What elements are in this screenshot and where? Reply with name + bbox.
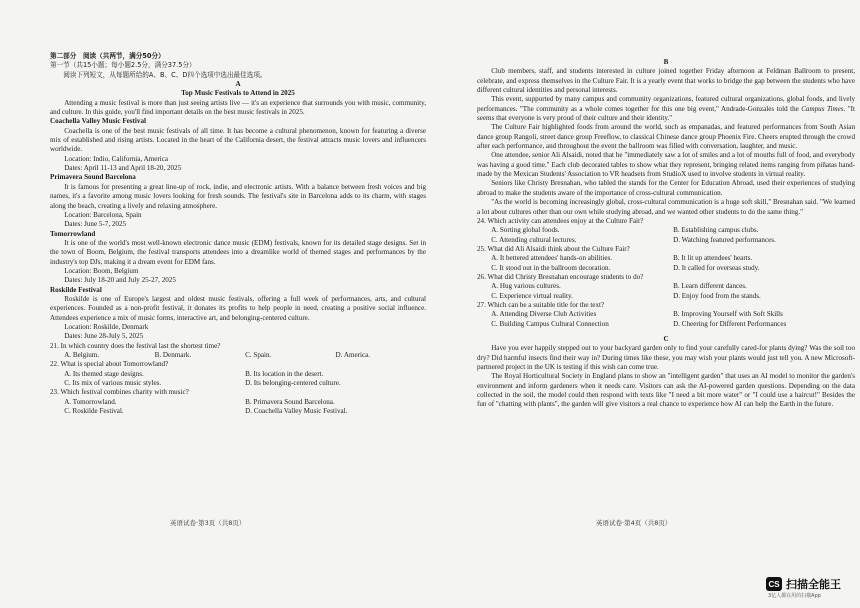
- festival-name: Roskilde Festival: [50, 285, 102, 294]
- option-d: D. Watching featured performances.: [673, 235, 776, 244]
- question-26-options-row-1: [477, 282, 855, 291]
- festival-dates: Dates: July 18-20 and July 25-27, 2025: [64, 276, 176, 285]
- festival-desc: It is one of the world's most well-known electronic dance music (EDM) festivals, known for its detailed stage designs. Set in the town of Boom, Belgium, the festival transports attendees into a dreamlike world of themed stages and performances by the industry's top DJs, making it a dream event for EDM fans.: [50, 238, 426, 266]
- option-b: B. Primavera Sound Barcelona.: [245, 397, 335, 406]
- question-25-options-row-2: [477, 264, 855, 273]
- option-c: C. Building Campus Cultural Connection: [491, 319, 609, 328]
- option-d: D. Cheering for Different Performances: [673, 319, 787, 328]
- camscanner-name: 扫描全能王: [786, 578, 841, 591]
- option-c: C. Roskilde Festival.: [64, 407, 124, 416]
- option-a: A. Its themed stage designs.: [64, 369, 144, 378]
- passage-a-intro: Attending a music festival is more than just seeing artists live — it's an experience that surrounds you with music, community, and culture. In this guide, you'll find important details on the best music festivals in 2025.: [50, 98, 426, 117]
- option-b: B. It lit up attendees' hearts.: [673, 254, 753, 263]
- passage-b-paragraph: "As the world is becoming increasingly global, cross-cultural communication is a huge soft skill," Bresnahan said. "We learned a lot about cultures other than our own while studying abroad, and we wanted other students to do the same thing.": [477, 198, 855, 216]
- question-24-options-row-2: [477, 236, 855, 245]
- option-d: D. Enjoy food from the stands.: [673, 291, 761, 300]
- section-header: 第二部分 阅读（共两节，满分50分）: [50, 52, 165, 60]
- option-b: B. Denmark.: [154, 351, 192, 359]
- question-21-options: [50, 351, 426, 360]
- option-c: C. It stood out in the ballroom decoration.: [491, 263, 611, 272]
- right-page-footer: 英语试卷·第4页（共8页）: [596, 519, 672, 527]
- festival-location: Location: Roskilde, Denmark: [64, 322, 149, 331]
- question-27-options-row-1: [477, 310, 855, 319]
- passage-b-paragraph: This event, supported by many campus and community organizations, featured cultural organizations, global foods, and lively performances. "The community as a whole comes together for this one big event," Andrade-Gonzales told the Campus Times. "It seems that everyone is very proud of their culture and their identity.": [477, 95, 856, 123]
- option-b: B. Establishing campus clubs.: [673, 226, 759, 235]
- question-23-options-row-2: [50, 407, 426, 416]
- passage-a-letter: A: [235, 80, 241, 89]
- subsection-header: 第一节（共15小题；每小题2.5分，满分37.5分）: [50, 61, 196, 70]
- passage-b-paragraph: One attendee, senior Ali Alsaidi, noted that he "immediately saw a lot of smiles and a lot of mouths full of food, and everybody was having a good time." Each club decorated tables to show what they represent, bringing related items ranging from piñatas hand-made by the Mexican Students' Association to VR headsets from StudioX used to involve students in virtual reality.: [477, 151, 855, 179]
- festival-location: Location: Indio, California, America: [64, 154, 168, 163]
- option-a: A. Sorting global foods.: [491, 226, 560, 235]
- camscanner-logo: [766, 576, 841, 592]
- option-d: D. It called for overseas study.: [673, 263, 760, 272]
- festival-desc: Roskilde is one of Europe's largest and oldest music festivals, offering a full week of performances, arts, and cultural experiences. Founded as a non-profit festival, it donates its profits to help people in need, creating a positive social influence. Attendees experience a mix of music forms, interactive art, and belonging-centered culture.: [50, 294, 426, 322]
- option-a: A. Belgium.: [64, 351, 100, 359]
- right-page-column: [477, 58, 855, 410]
- passage-b-paragraph: Club members, staff, and students interested in culture joined together Friday afternoon at Feldman Ballroom to present, celebrate, and express themselves in the Culture Fair. It is a yearly event that works to bridge the gap between the students who have different cultural identities and personal interests.: [477, 67, 855, 95]
- option-a: A. Attending Diverse Club Activities: [491, 310, 597, 319]
- question-24-options-row-1: [477, 226, 855, 235]
- question-22-stem: 22. What is special about Tomorrowland?: [50, 360, 169, 369]
- festival-dates: Dates: April 11-13 and April 18-20, 2025: [64, 164, 182, 173]
- festival-name: Tomorrowland: [50, 229, 96, 238]
- question-24-stem: 24. Which activity can attendees enjoy at the Culture Fair?: [477, 216, 644, 225]
- cs-badge-icon: CS: [766, 577, 782, 591]
- festival-dates: Dates: June 5-7, 2025: [64, 220, 127, 229]
- option-b: B. Its location in the desert.: [245, 369, 324, 378]
- festival-desc: Coachella is one of the best music festivals of all time. It has become a cultural phenomenon, known for featuring a diverse mix of established and rising artists. Located in the heart of the California desert, the festival attracts music lovers and influencers worldwide.: [50, 126, 426, 154]
- left-page-column: [50, 52, 426, 416]
- option-d: D. Coachella Valley Music Festival.: [245, 407, 348, 416]
- passage-a-title: Top Music Festivals to Attend in 2025: [181, 89, 295, 98]
- passage-c-letter: C: [663, 334, 669, 343]
- campus-times-title: Campus Times: [801, 104, 844, 113]
- option-a: A. It bettered attendees' hands-on abilities.: [491, 254, 613, 263]
- camscanner-tagline: 3亿人都在用的扫描App: [768, 593, 821, 599]
- option-a: A. Hug various cultures.: [491, 282, 561, 291]
- festival-location: Location: Boom, Belgium: [64, 266, 139, 275]
- passage-b-letter: B: [663, 58, 669, 66]
- question-22-options-row-2: [50, 379, 426, 388]
- question-27-stem: 27. Which can be a suitable title for the text?: [477, 300, 605, 309]
- festival-name: Primavera Sound Barcelona: [50, 173, 136, 182]
- passage-b-paragraph: The Culture Fair highlighted foods from around the world, such as empanadas, and featured performances from South Asian dance group Rangoli, street dance group Freeflow, to classical Chinese dance group Phoenix Fire. Cheers erupted through the crowd after each performance, and throughout the event the ballroom was filled with conversation, laughter, and music.: [477, 123, 855, 151]
- question-26-options-row-2: [477, 292, 855, 301]
- festival-desc: It is famous for presenting a great line-up of rock, indie, and electronic artists. With a balance between fresh voices and big names, it's a favorite among music lovers looking for fresh sounds. The festival's site in Barcelona adds to its charm, with stages along the beach, creating a lively and relaxing atmosphere.: [50, 182, 426, 210]
- festival-dates: Dates: June 28-July 5, 2025: [64, 332, 144, 341]
- question-27-options-row-2: [477, 320, 855, 329]
- festival-name: Coachella Valley Music Festival: [50, 117, 146, 126]
- option-c: C. Attending cultural lectures.: [491, 235, 577, 244]
- question-21-stem: 21. In which country does the festival last the shortest time?: [50, 341, 221, 350]
- option-c: C. Its mix of various music styles.: [64, 379, 162, 388]
- question-23-options-row-1: [50, 398, 426, 407]
- option-c: C. Experience virtual reality.: [491, 291, 573, 300]
- question-25-options-row-1: [477, 254, 855, 263]
- left-page-footer: 英语试卷·第3页（共8页）: [170, 519, 246, 527]
- question-22-options-row-1: [50, 370, 426, 379]
- option-c: C. Spain.: [245, 351, 272, 359]
- passage-c-paragraph: Have you ever happily stepped out to your backyard garden only to find your carefully cared-for plants dying? Was the soil too dry? Did harmful insects find their way in? During times like these, you may wish your plants would just tell you. A new Microsoft-partnered project in the UK is testing if this wish can come true.: [477, 344, 855, 371]
- festival-location: Location: Barcelona, Spain: [64, 210, 142, 219]
- option-d: D. Its belonging-centered culture.: [245, 379, 341, 388]
- option-a: A. Tomorrowland.: [64, 397, 117, 406]
- instruction: 阅读下列短文，从每题所给的A、B、C、D四个选项中选出最佳选项。: [63, 70, 267, 79]
- passage-c-paragraph: The Royal Horticultural Society in England plans to show an "intelligent garden" that uses an AI model to monitor the garden's environment and inform gardeners when it needs care. Visitors can ask the AI-powered garden questions. Depending on the data collected in the soil, the model could then respond with texts like "I need a bit more water" or "I could use a haircut!" Besides the fun of "chatting with plants", the garden will give visitors a real chance to experience how AI can help the Earth in the future.: [477, 372, 855, 409]
- question-26-stem: 26. What did Christy Bresnahan encourage students to do?: [477, 272, 644, 281]
- option-d: D. America.: [335, 351, 371, 359]
- option-b: B. Improving Yourself with Soft Skills: [673, 310, 783, 319]
- passage-b-paragraph: Seniors like Christy Bresnahan, who tabled the stands for the Center for Education Abroad, used their experiences of studying abroad to make the students aware of the importance of cross-cultural communication.: [477, 179, 855, 197]
- question-25-stem: 25. What did Ali Alsaidi think about the Culture Fair?: [477, 244, 630, 253]
- option-b: B. Learn different dances.: [673, 282, 747, 291]
- question-23-stem: 23. Which festival combines charity with music?: [50, 388, 189, 397]
